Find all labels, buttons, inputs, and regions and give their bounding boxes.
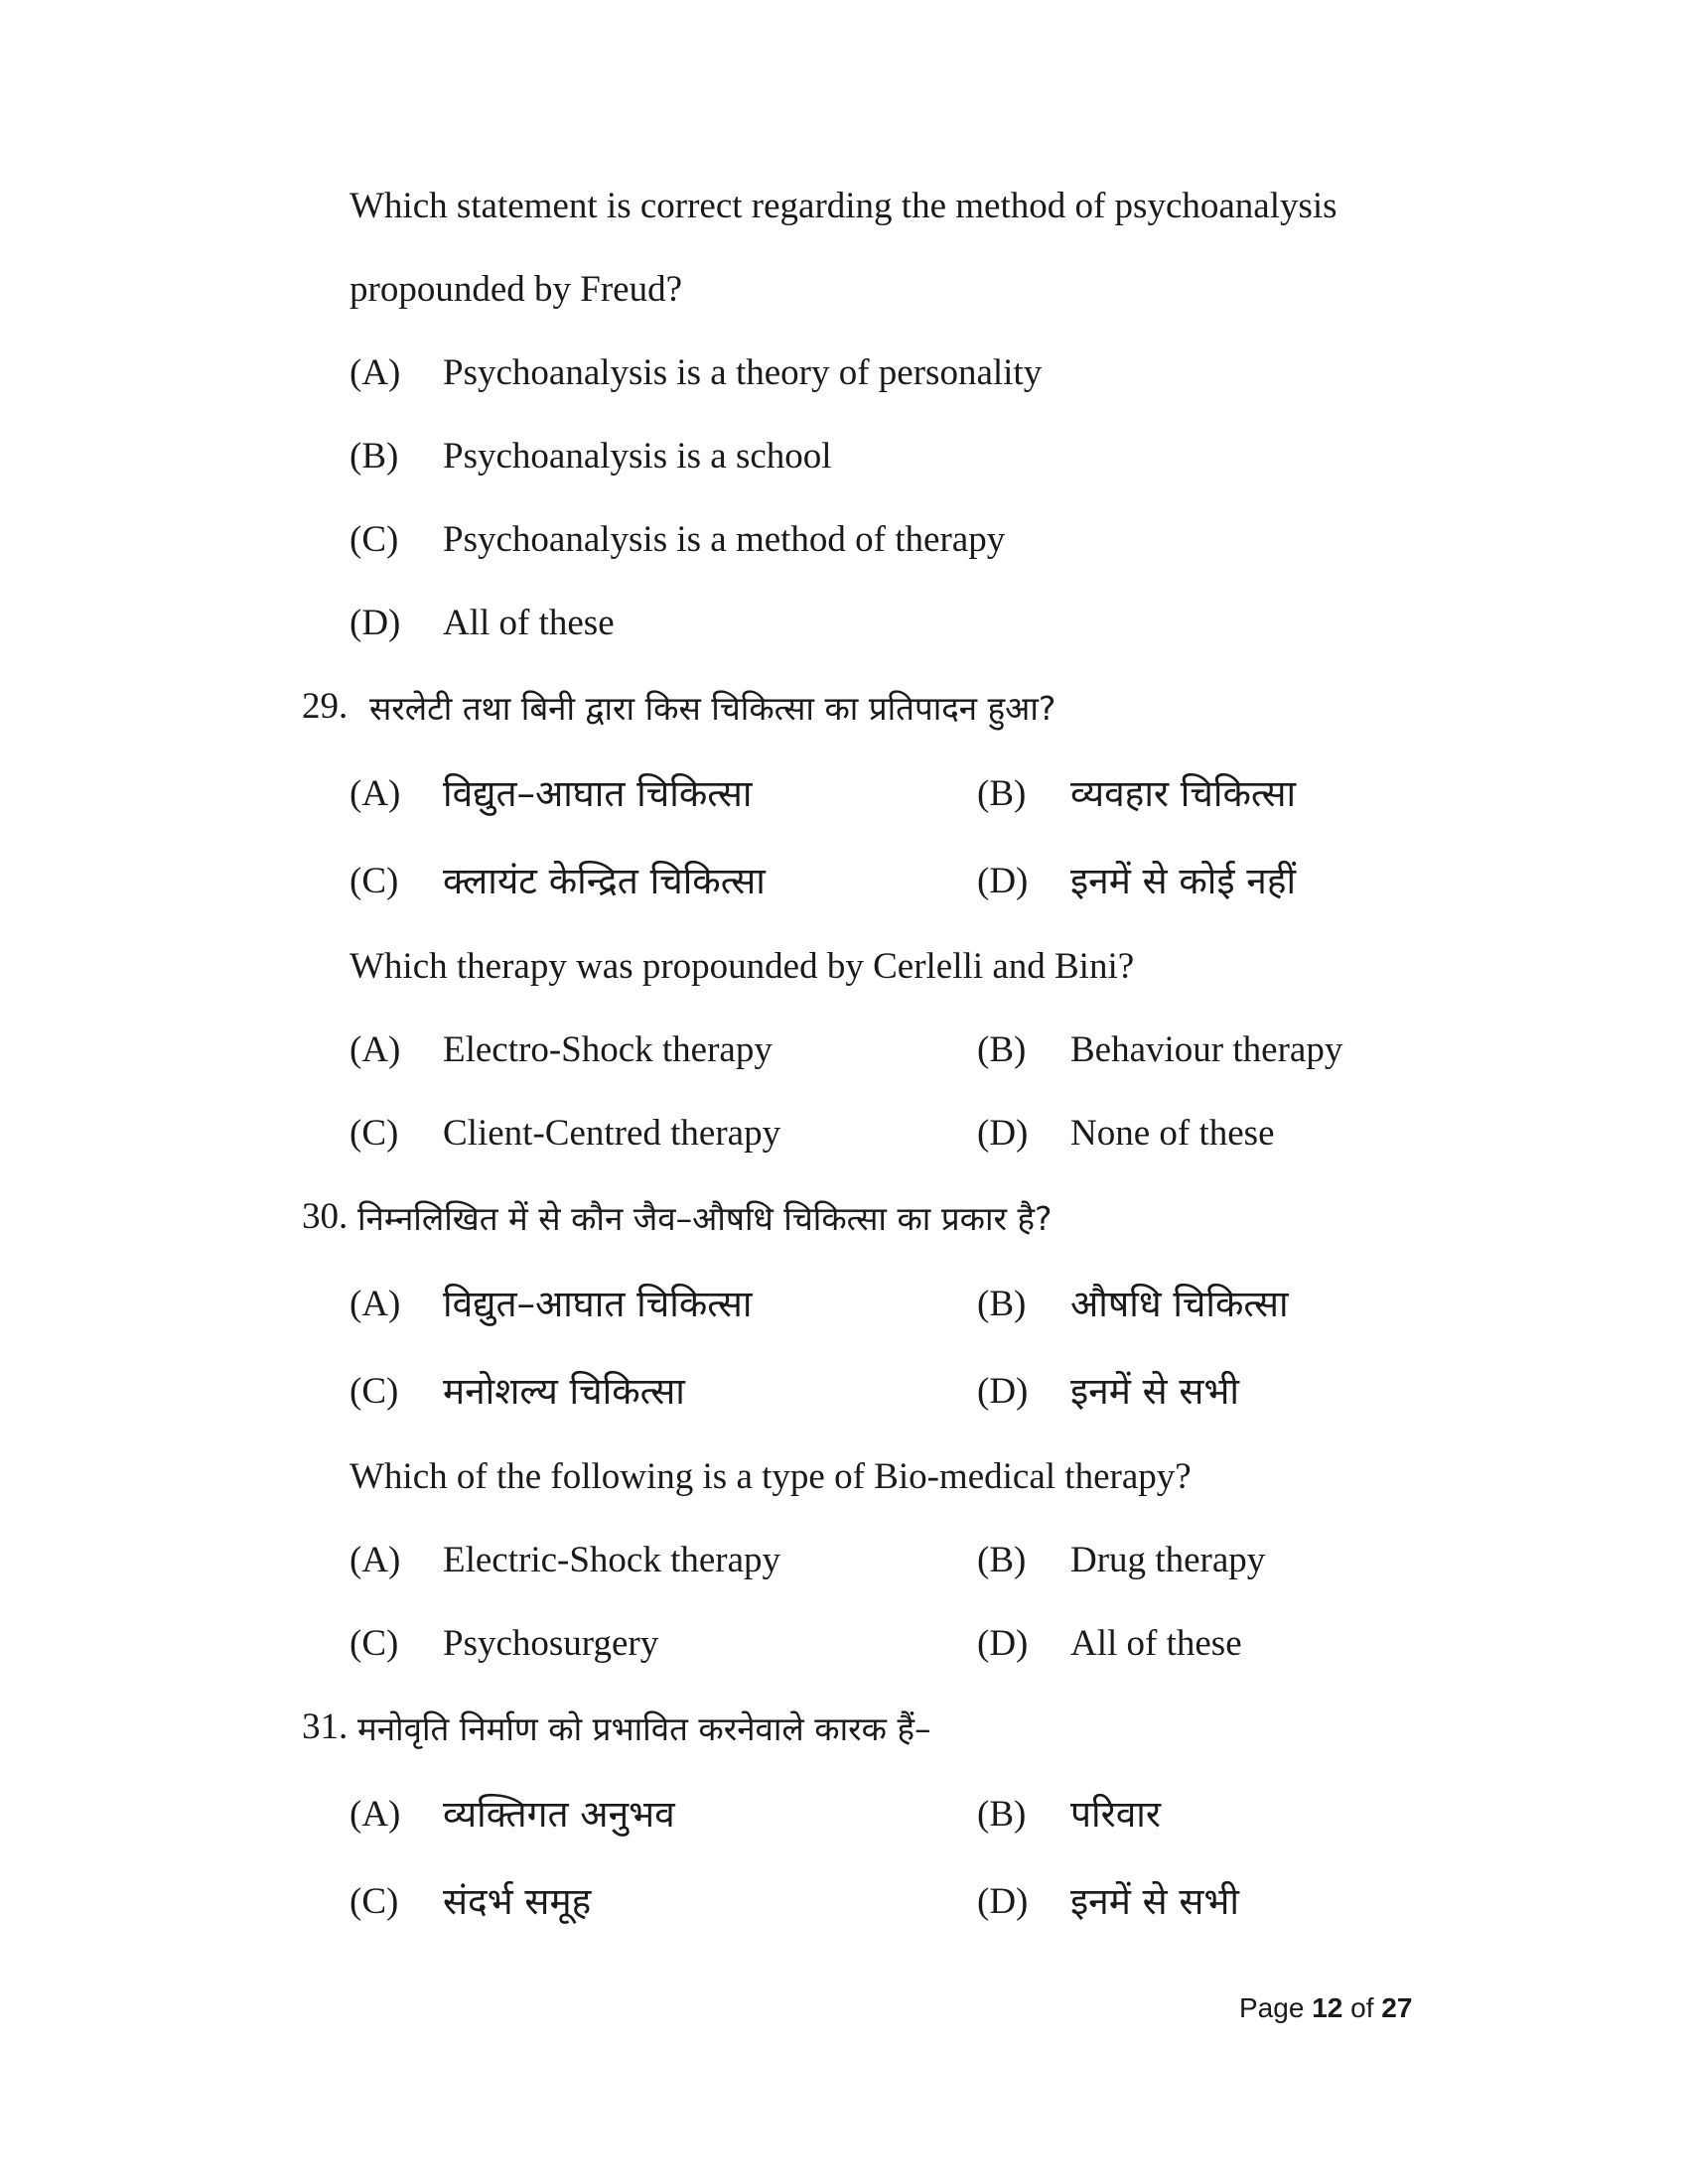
- option-letter: (C): [350, 1623, 399, 1664]
- question-number: 31.: [302, 1706, 349, 1747]
- option-letter: (A): [350, 352, 401, 393]
- option-text: Psychoanalysis is a theory of personality: [443, 352, 1043, 393]
- option-text: Behaviour therapy: [1070, 1029, 1343, 1070]
- option-text: Psychoanalysis is a method of therapy: [443, 519, 1006, 560]
- option-text: Electro-Shock therapy: [443, 1029, 773, 1070]
- option-letter: (B): [977, 1029, 1027, 1070]
- option-letter: (D): [977, 1113, 1029, 1154]
- option-text: All of these: [1070, 1623, 1242, 1664]
- option-text: विद्युत–आघात चिकित्सा: [443, 1283, 753, 1325]
- option-letter: (B): [350, 436, 399, 477]
- option-text: इनमें से सभी: [1070, 1370, 1239, 1413]
- option-letter: (C): [350, 1371, 399, 1412]
- option-letter: (A): [350, 1540, 401, 1580]
- page-number-footer: [1239, 1991, 1412, 2025]
- option-letter: (A): [350, 1794, 401, 1835]
- option-text: Electric-Shock therapy: [443, 1540, 781, 1580]
- option-letter: (C): [350, 519, 399, 560]
- option-text: विद्युत–आघात चिकित्सा: [443, 772, 753, 815]
- of-label: of: [1350, 1992, 1374, 2023]
- option-text: इनमें से सभी: [1070, 1880, 1239, 1923]
- option-letter: (B): [977, 1540, 1027, 1580]
- option-text: औषधि चिकित्सा: [1070, 1283, 1289, 1325]
- option-letter: (C): [350, 1113, 399, 1154]
- option-letter: (D): [977, 1881, 1029, 1922]
- option-text: मनोशल्य चिकित्सा: [443, 1370, 685, 1413]
- option-letter: (B): [977, 1284, 1027, 1324]
- option-letter: (C): [350, 861, 399, 901]
- option-text: All of these: [443, 603, 615, 643]
- page-label: Page: [1239, 1992, 1305, 2023]
- option-letter: (B): [977, 1794, 1027, 1835]
- option-text: None of these: [1070, 1113, 1275, 1154]
- total-pages: 27: [1381, 1992, 1413, 2023]
- option-text: व्यवहार चिकित्सा: [1070, 772, 1297, 815]
- q29-english-question: Which therapy was propounded by Cerlelli and Bini?: [350, 946, 1135, 987]
- option-letter: (D): [350, 603, 401, 643]
- option-letter: (A): [350, 1284, 401, 1324]
- question-text: सरलेटी तथा बिनी द्वारा किस चिकित्सा का प्रतिपादन हुआ?: [369, 689, 1056, 728]
- option-text: Psychoanalysis is a school: [443, 436, 832, 477]
- question-text: निम्नलिखित में से कौन जैव–औषधि चिकित्सा का प्रकार है?: [357, 1199, 1053, 1238]
- q30-english-question: Which of the following is a type of Bio-medical therapy?: [350, 1456, 1192, 1497]
- option-text: Client-Centred therapy: [443, 1113, 781, 1154]
- option-text: क्लायंट केन्द्रित चिकित्सा: [443, 860, 766, 902]
- option-letter: (D): [977, 861, 1029, 901]
- option-text: Drug therapy: [1070, 1540, 1266, 1580]
- option-letter: (B): [977, 773, 1027, 814]
- option-letter: (D): [977, 1623, 1029, 1664]
- q28-question-line1: Which statement is correct regarding the method of psychoanalysis: [350, 186, 1337, 226]
- option-text: संदर्भ समूह: [443, 1880, 592, 1923]
- question-text: मनोवृति निर्माण को प्रभावित करनेवाले कारक हैं–: [357, 1709, 931, 1748]
- option-text: परिवार: [1070, 1793, 1162, 1836]
- current-page: 12: [1312, 1992, 1343, 2023]
- option-text: Psychosurgery: [443, 1623, 659, 1664]
- option-letter: (A): [350, 773, 401, 814]
- option-letter: (D): [977, 1371, 1029, 1412]
- option-text: इनमें से कोई नहीं: [1070, 860, 1297, 902]
- option-text: व्यक्तिगत अनुभव: [443, 1793, 675, 1836]
- q28-question-line2: propounded by Freud?: [350, 269, 682, 310]
- question-number: 30.: [302, 1196, 349, 1237]
- option-letter: (C): [350, 1881, 399, 1922]
- option-letter: (A): [350, 1029, 401, 1070]
- question-number: 29.: [302, 686, 349, 727]
